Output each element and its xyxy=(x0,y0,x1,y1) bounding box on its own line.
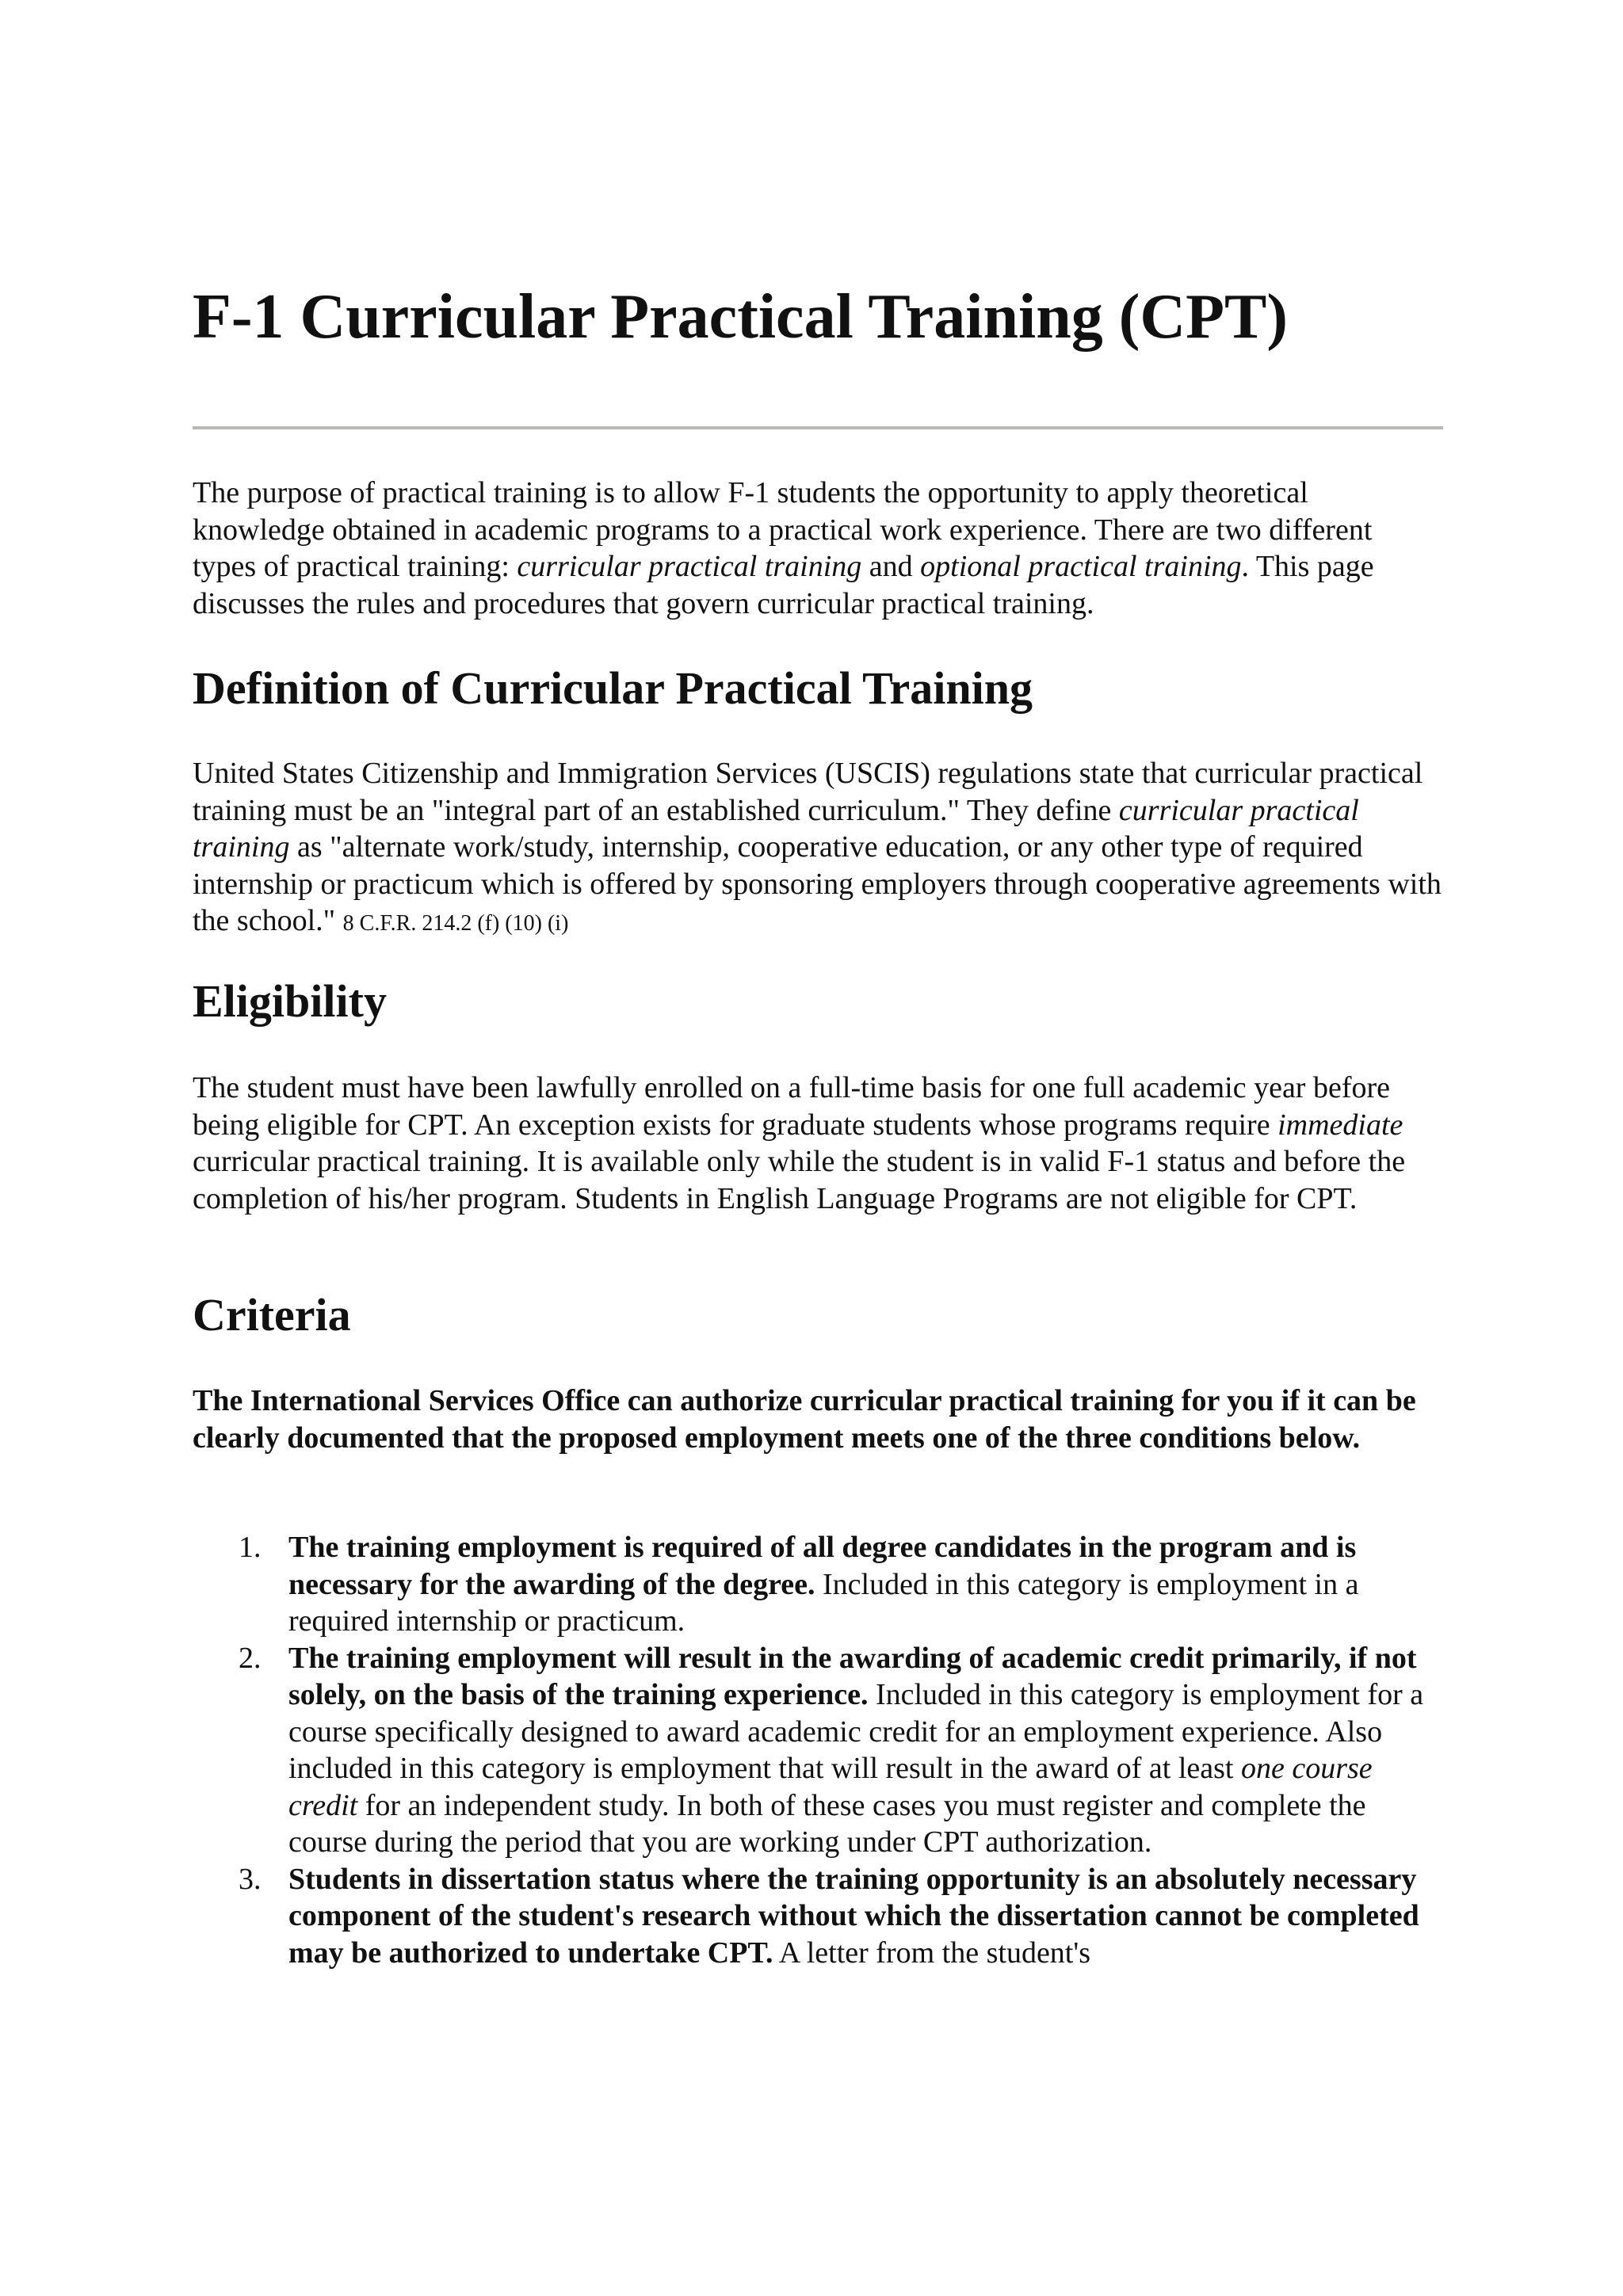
page-title: F-1 Curricular Practical Training (CPT) xyxy=(193,282,1288,352)
horizontal-rule xyxy=(193,426,1443,429)
list-item-bold: The training employment will result in the awarding of academic credit primarily, if not solely, on the basis of the training experience. xyxy=(288,1641,1417,1711)
list-item-text-end: for an independent study. In both of these cases you must register and complete the course during the period that you are working under CPT authorization. xyxy=(288,1788,1366,1859)
definition-paragraph xyxy=(193,755,1443,943)
criteria-lead-text: The International Services Office can authorize curricular practical training for you if it can be clearly documented that the proposed employment meets one of the three conditions below. xyxy=(193,1384,1416,1455)
criteria-list xyxy=(193,1529,1443,1971)
intro-text-end: . This page discusses the rules and procedures that govern curricular practical training. xyxy=(193,550,1374,620)
criteria-lead xyxy=(193,1383,1443,1456)
intro-emphasis-cpt: curricular practical training xyxy=(517,550,862,583)
list-item xyxy=(193,1861,1443,1972)
eligibility-text: The student must have been lawfully enrolled on a full-time basis for one full academic year before being eligible for CPT. An exception exists for graduate students whose programs require xyxy=(193,1071,1391,1142)
list-item-text: Included in this category is employment in a required internship or practicum. xyxy=(288,1567,1359,1638)
definition-text: United States Citizenship and Immigration Services (USCIS) regulations state that curricular practical training must be an "integral part of an established curriculum." They define xyxy=(193,757,1423,827)
list-item-text: Included in this category is employment for a course specifically designed to award academic credit for an employment experience. Also included in this category is employment that will result in the award of at least xyxy=(288,1678,1424,1785)
intro-emphasis-opt: optional practical training xyxy=(920,550,1242,583)
list-item-bold: The training employment is required of all degree candidates in the program and is necessary for the awarding of the degree. xyxy=(288,1531,1357,1601)
list-item xyxy=(193,1529,1443,1640)
intro-text-and: and xyxy=(861,550,921,583)
list-item-number: 3. xyxy=(239,1862,262,1896)
list-item-number: 2. xyxy=(239,1641,262,1675)
list-item-bold: Students in dissertation status where the training opportunity is an absolutely necessary component of the student's research without which the dissertation cannot be completed may be authorized to undertake CPT. xyxy=(288,1862,1419,1970)
regulation-citation: 8 C.F.R. 214.2 (f) (10) (i) xyxy=(342,911,569,936)
definition-emphasis: curricular practical training xyxy=(193,793,1359,864)
list-item-number: 1. xyxy=(239,1531,262,1564)
list-item-text: A letter from the student's xyxy=(773,1936,1091,1970)
eligibility-paragraph xyxy=(193,1070,1443,1217)
list-item xyxy=(193,1640,1443,1861)
eligibility-text-end: curricular practical training. It is available only while the student is in valid F-1 status and before the completion of his/her program. Students in English Language Programs are not eligible for CPT. xyxy=(193,1145,1406,1215)
eligibility-emphasis: immediate xyxy=(1277,1108,1403,1142)
criteria-heading: Criteria xyxy=(193,1289,351,1341)
intro-paragraph xyxy=(193,475,1443,622)
definition-heading: Definition of Curricular Practical Training xyxy=(193,662,1033,714)
intro-text: The purpose of practical training is to allow F-1 students the opportunity to apply theoretical knowledge obtained in academic programs to a practical work experience. There are two different types of practical training: xyxy=(193,476,1373,583)
eligibility-heading: Eligibility xyxy=(193,975,387,1027)
definition-text-quote: as "alternate work/study, internship, cooperative education, or any other type of required internship or practicum which is offered by sponsoring employers through cooperative agreements with the school." xyxy=(193,830,1442,937)
list-item-emphasis: one course credit xyxy=(288,1752,1373,1822)
